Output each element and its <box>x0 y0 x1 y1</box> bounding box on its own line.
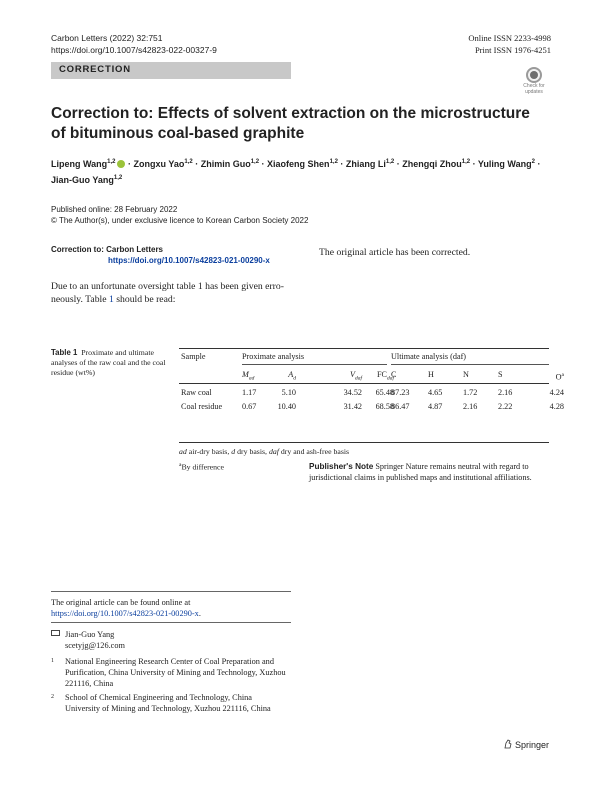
article-type-banner <box>51 62 291 79</box>
column-header: $V_{daf}$ <box>349 370 362 382</box>
table-caption <box>51 348 166 378</box>
springer-logo <box>504 739 549 751</box>
table-cell: 4.28 <box>549 402 564 411</box>
table-cell: 31.42 <box>343 402 362 411</box>
column-header: S <box>498 370 503 379</box>
publisher-note-label: Publisher's Note <box>309 462 374 471</box>
table-cell: 0.67 <box>242 402 257 411</box>
author-name[interactable]: Zhimin Guo$^{1,2}$ <box>200 159 260 169</box>
table-cell: 4.65 <box>428 388 443 397</box>
check-for-updates-button[interactable] <box>518 67 550 97</box>
publication-info <box>51 204 308 226</box>
table-cell: 68.58 <box>375 402 394 411</box>
corresponding-email[interactable]: scetyjg@126.com <box>65 641 125 650</box>
author-name[interactable]: Zhengqi Zhou$^{1,2}$ <box>402 159 471 169</box>
column-header: $FC_{daf}$ <box>376 370 394 382</box>
table-cell: 34.52 <box>343 388 362 397</box>
author-name[interactable]: Yuling Wang$^2$ <box>477 159 535 169</box>
table-cell: 2.22 <box>498 402 513 411</box>
table-cell: 10.40 <box>277 402 296 411</box>
springer-horse-icon <box>504 739 512 749</box>
published-date: Published online: 28 February 2022 <box>51 205 178 214</box>
publisher-note-text: Springer Nature remains neutral with regard to jurisdictional claims in published maps and institutional affiliations. <box>309 462 532 482</box>
online-issn: Online ISSN 2233-4998 <box>468 33 551 43</box>
author-name[interactable]: Xiaofeng Shen$^{1,2}$ <box>267 159 338 169</box>
column-header: N <box>463 370 469 379</box>
article-title: Correction to: Effects of solvent extraction on the microstructure of bituminous coal-based graphite <box>51 105 530 142</box>
table-cell: 2.16 <box>498 388 513 397</box>
author-list: Lipeng Wang$^{1,2}$ · Zongxu Yao$^{1,2}$ · Zhimin Guo$^{1,2}$ · Xiaofeng Shen$^{1,2}$ · Zhiang Li$^{1,2}$ · Zhengqi Zhou$^{1,2}$ · Yuling Wang$^2$ · Jian-Guo Yang$^{1,2}$ <box>51 159 541 185</box>
footnote-separator <box>51 591 291 592</box>
affiliation-2: 2 School of Chemical Engineering and Technology, China University of Mining and Technology, Xuzhou 221116, China <box>51 693 271 713</box>
table-cell: 4.87 <box>428 402 443 411</box>
table-cell: 2.16 <box>463 402 478 411</box>
orcid-icon[interactable] <box>117 160 125 168</box>
springer-logo-text: Springer <box>514 740 549 750</box>
correction-body-text: Due to an unfortunate oversight table 1 has been given erro-neously. Table 1 should be read: <box>51 281 284 305</box>
table-cell: 1.17 <box>242 388 257 397</box>
table-cell: 4.24 <box>549 388 564 397</box>
proximate-group-rule <box>242 364 387 365</box>
column-header: C <box>391 370 397 379</box>
ultimate-group-header: Ultimate analysis (daf) <box>391 352 467 361</box>
column-header: $O^a$ <box>555 372 564 382</box>
corresponding-name: Jian-Guo Yang <box>65 630 115 639</box>
article-type-label: CORRECTION <box>59 64 131 75</box>
author-name[interactable]: Jian-Guo Yang$^{1,2}$ <box>51 174 123 185</box>
table-top-rule <box>179 348 549 349</box>
column-header: $M_{ad}$ <box>242 370 255 382</box>
table-cell: 65.48 <box>375 388 394 397</box>
row-sample-label: Coal residue <box>181 402 223 411</box>
table-cell: 87.23 <box>391 388 410 397</box>
copyright-line: © The Author(s), under exclusive licence to Korean Carbon Society 2022 <box>51 216 309 225</box>
affiliation-1: 1 National Engineering Research Center of Coal Preparation and Purification, China University of Mining and Technology, Xuzhou 221116, China <box>51 657 286 688</box>
envelope-icon <box>51 630 60 636</box>
table-1-link[interactable]: 1 <box>108 293 114 305</box>
original-doi-link[interactable]: https://doi.org/10.1007/s42823-021-00290-x <box>108 255 270 265</box>
row-sample-label: Raw coal <box>181 388 212 397</box>
difference-note: $^a$By difference <box>179 462 224 472</box>
author-name[interactable]: Zhiang Li$^{1,2}$ <box>345 159 395 169</box>
author-name[interactable]: Lipeng Wang$^{1,2}$ <box>51 159 116 169</box>
correction-statement: The original article has been corrected. <box>319 247 471 258</box>
column-header: $A_d$ <box>288 370 296 382</box>
corresponding-author <box>51 629 291 653</box>
table-caption-text: Proximate and ultimate analyses of the raw coal and the coal residue (wt%) <box>51 348 166 377</box>
table-cell: 1.72 <box>463 388 478 397</box>
author-name[interactable]: Zongxu Yao$^{1,2}$ <box>133 159 193 169</box>
correction-reference <box>51 245 270 266</box>
article-doi[interactable]: https://doi.org/10.1007/s42823-022-00327-9 <box>51 45 217 55</box>
ultimate-group-rule <box>391 364 549 365</box>
table-cell: 5.10 <box>281 388 296 397</box>
original-article-note: The original article can be found online at https://doi.org/10.1007/s42823-021-00290-x. <box>51 598 201 618</box>
print-issn: Print ISSN 1976-4251 <box>474 45 551 55</box>
table-label: Table 1 <box>51 348 78 357</box>
original-article-link[interactable]: https://doi.org/10.1007/s42823-021-00290-x <box>51 609 199 618</box>
correction-label: Correction to: Carbon Letters <box>51 245 164 254</box>
issn-header <box>468 32 551 56</box>
table-cell: 86.47 <box>391 402 410 411</box>
sample-column-header: Sample <box>181 352 206 361</box>
abbreviation-note: ad air-dry basis, d dry basis, daf dry and ash-free basis <box>179 447 350 456</box>
table-bottom-rule <box>179 442 549 443</box>
check-updates-icon <box>526 67 542 83</box>
footnote-separator-2 <box>51 622 291 623</box>
journal-citation: Carbon Letters (2022) 32:751 <box>51 33 163 43</box>
publisher-note <box>309 461 549 483</box>
proximate-group-header: Proximate analysis <box>242 352 305 361</box>
check-updates-line1: Check for <box>523 83 545 89</box>
column-header: H <box>428 370 434 379</box>
check-updates-line2: updates <box>525 88 543 95</box>
journal-header <box>51 32 217 56</box>
